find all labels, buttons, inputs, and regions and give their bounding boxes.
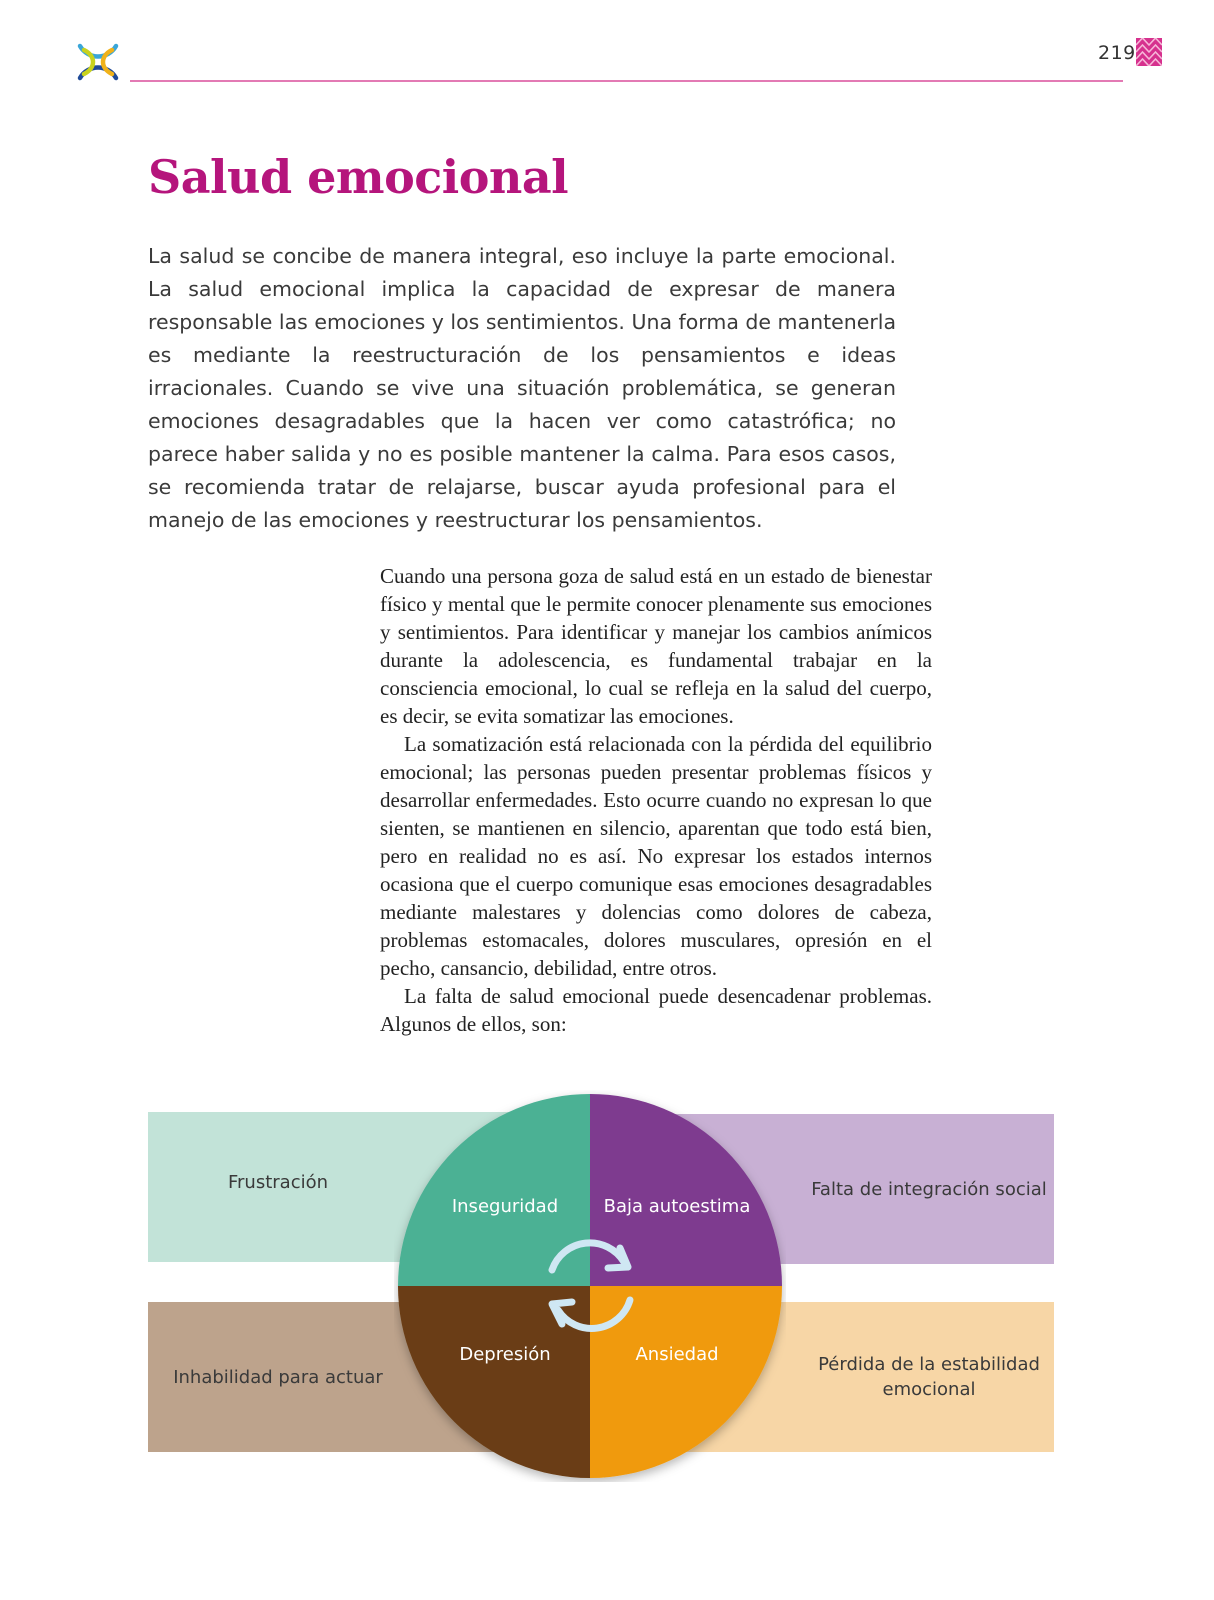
page-number: 219 (1098, 42, 1136, 64)
box-label: Inhabilidad para actuar (173, 1366, 383, 1388)
box-label: Falta de integración social (811, 1178, 1047, 1200)
pink-woven-emblem-icon (1136, 38, 1162, 66)
box-label: Frustración (227, 1171, 329, 1193)
wheel-label-ansiedad: Ansiedad (635, 1344, 719, 1365)
intertwined-figures-logo-icon (74, 38, 122, 86)
page-title: Salud emocional (148, 150, 569, 204)
wheel-label-depresion: Depresión (459, 1344, 551, 1365)
body-paragraph: Cuando una persona goza de salud está en un estado de bienestar físico y mental que le permite conocer plenamente sus emociones y sentimientos. Para identificar y manejar los cambios anímicos durante la adolescencia, es fundamental trabajar en la consciencia emocional, lo cual se refleja en la salud del cuerpo, es decir, se evita somatizar las emociones. (380, 564, 932, 728)
box-label: Pérdida de la estabilidad emocional (818, 1354, 1040, 1400)
wheel-label-inseguridad: Inseguridad (451, 1196, 559, 1217)
emotion-wheel (394, 1090, 786, 1482)
body-column (380, 562, 932, 1038)
body-paragraph: La falta de salud emocional puede desencadenar problemas. Algunos de ellos, son: (380, 984, 932, 1036)
intro-paragraph: La salud se concibe de manera integral, eso incluye la parte emocional. La salud emocional implica la capacidad de expresar de manera responsable las emociones y los sentimientos. Una forma de mantenerla es mediante la reestructuración de los pensamientos e ideas irracionales. Cuando se vive una situación problemática, se generan emociones desagradables que la hacen ver como catastrófica; no parece haber salida y no es posible mantener la calma. Para esos casos, se recomienda tratar de relajarse, buscar ayuda profesional para el manejo de las emociones y reestructurar los pensamientos. (148, 244, 897, 532)
emotional-problems-diagram (148, 1090, 1054, 1490)
header-rule (130, 80, 1123, 82)
wheel-label-baja-autoestima: Baja autoestima (603, 1196, 751, 1217)
body-paragraph: La somatización está relacionada con la pérdida del equilibrio emocional; las personas pueden presentar problemas físicos y desarrollar enfermedades. Esto ocurre cuando no expresan lo que sienten, se mantienen en silencio, aparentan que todo está bien, pero en realidad no es así. No expresar los estados internos ocasiona que el cuerpo comunique esas emociones desagradables mediante malestares y dolencias como dolores de cabeza, problemas estomacales, dolores musculares, opresión en el pecho, cansancio, debilidad, entre otros. (380, 732, 932, 980)
